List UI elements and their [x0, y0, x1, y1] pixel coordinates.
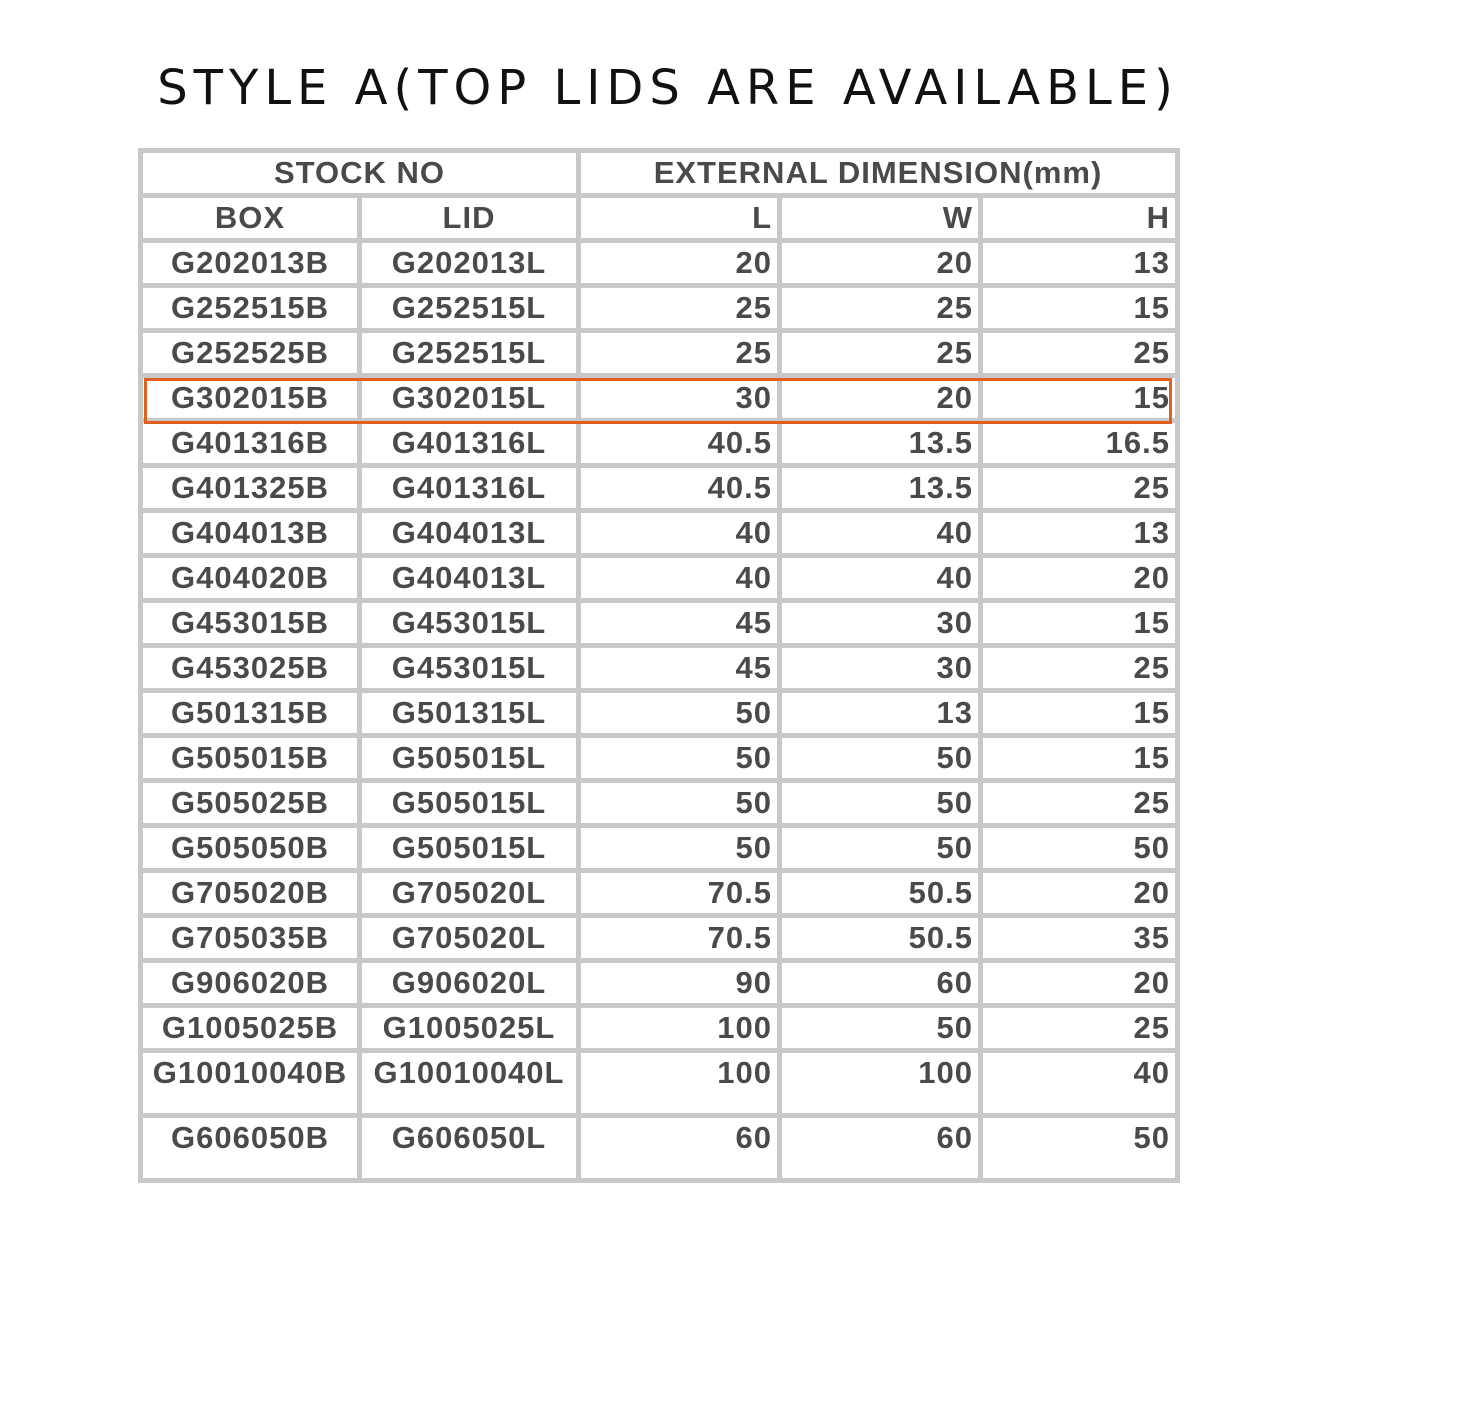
- width-cell: 40: [782, 558, 978, 598]
- width-cell: 40: [782, 513, 978, 553]
- box-cell: G606050B: [143, 1118, 357, 1178]
- height-cell: 15: [983, 288, 1175, 328]
- table-row: [143, 738, 1175, 778]
- height-cell: 25: [983, 468, 1175, 508]
- lid-cell: G705020L: [362, 918, 576, 958]
- table-body: [143, 243, 1175, 1178]
- box-cell: G252515B: [143, 288, 357, 328]
- group-header-row: [143, 153, 1175, 193]
- table-row: [143, 288, 1175, 328]
- box-cell: G453015B: [143, 603, 357, 643]
- lid-cell: G202013L: [362, 243, 576, 283]
- lid-cell: G401316L: [362, 423, 576, 463]
- length-cell: 100: [581, 1053, 777, 1113]
- lid-cell: G401316L: [362, 468, 576, 508]
- width-cell: 30: [782, 603, 978, 643]
- table-row: [143, 378, 1175, 418]
- height-cell: 25: [983, 783, 1175, 823]
- height-cell: 15: [983, 693, 1175, 733]
- height-cell: 35: [983, 918, 1175, 958]
- lid-cell: G404013L: [362, 513, 576, 553]
- box-cell: G453025B: [143, 648, 357, 688]
- height-cell: 25: [983, 333, 1175, 373]
- length-cell: 100: [581, 1008, 777, 1048]
- width-cell: 25: [782, 288, 978, 328]
- height-cell: 20: [983, 558, 1175, 598]
- height-cell: 50: [983, 1118, 1175, 1178]
- box-cell: G501315B: [143, 693, 357, 733]
- length-cell: 50: [581, 693, 777, 733]
- table-row: [143, 693, 1175, 733]
- box-cell: G401325B: [143, 468, 357, 508]
- box-cell: G252525B: [143, 333, 357, 373]
- length-cell: 20: [581, 243, 777, 283]
- table-row: [143, 1118, 1175, 1178]
- height-cell: 15: [983, 603, 1175, 643]
- width-cell: 50.5: [782, 873, 978, 913]
- lid-cell: G505015L: [362, 738, 576, 778]
- lid-cell: G1005025L: [362, 1008, 576, 1048]
- length-cell: 40: [581, 513, 777, 553]
- box-cell: G10010040B: [143, 1053, 357, 1113]
- box-cell: G906020B: [143, 963, 357, 1003]
- table-row: [143, 783, 1175, 823]
- width-cell: 30: [782, 648, 978, 688]
- external-dimension-header: EXTERNAL DIMENSION(mm): [581, 153, 1175, 193]
- width-cell: 13: [782, 693, 978, 733]
- length-cell: 50: [581, 738, 777, 778]
- width-cell: 100: [782, 1053, 978, 1113]
- box-cell: G505015B: [143, 738, 357, 778]
- lid-cell: G501315L: [362, 693, 576, 733]
- height-cell: 15: [983, 378, 1175, 418]
- height-cell: 50: [983, 828, 1175, 868]
- box-cell: G401316B: [143, 423, 357, 463]
- table-row: [143, 333, 1175, 373]
- column-header-row: [143, 198, 1175, 238]
- page-title: STYLE A(TOP LIDS ARE AVAILABLE): [157, 60, 1179, 116]
- length-cell: 60: [581, 1118, 777, 1178]
- box-cell: G404020B: [143, 558, 357, 598]
- stock-no-header: STOCK NO: [143, 153, 576, 193]
- width-cell: 50: [782, 783, 978, 823]
- table-row: [143, 468, 1175, 508]
- height-cell: 25: [983, 648, 1175, 688]
- height-cell: 40: [983, 1053, 1175, 1113]
- lid-cell: G705020L: [362, 873, 576, 913]
- spec-table: [138, 148, 1180, 1183]
- length-cell: 40.5: [581, 468, 777, 508]
- length-cell: 70.5: [581, 873, 777, 913]
- lid-cell: G453015L: [362, 648, 576, 688]
- table-row: [143, 873, 1175, 913]
- lid-cell: G404013L: [362, 558, 576, 598]
- length-cell: 50: [581, 783, 777, 823]
- box-cell: G505025B: [143, 783, 357, 823]
- box-cell: G505050B: [143, 828, 357, 868]
- width-cell: 13.5: [782, 423, 978, 463]
- lid-cell: G505015L: [362, 783, 576, 823]
- table-row: [143, 918, 1175, 958]
- lid-cell: G906020L: [362, 963, 576, 1003]
- table-row: [143, 243, 1175, 283]
- length-cell: 90: [581, 963, 777, 1003]
- height-cell: 16.5: [983, 423, 1175, 463]
- lid-cell: G505015L: [362, 828, 576, 868]
- table-row: [143, 558, 1175, 598]
- w-column-header: W: [782, 198, 978, 238]
- height-cell: 13: [983, 513, 1175, 553]
- length-cell: 45: [581, 603, 777, 643]
- width-cell: 20: [782, 243, 978, 283]
- width-cell: 50: [782, 828, 978, 868]
- table-row: [143, 513, 1175, 553]
- width-cell: 25: [782, 333, 978, 373]
- length-cell: 25: [581, 288, 777, 328]
- table-row: [143, 648, 1175, 688]
- l-column-header: L: [581, 198, 777, 238]
- box-column-header: BOX: [143, 198, 357, 238]
- table-row: [143, 828, 1175, 868]
- width-cell: 60: [782, 1118, 978, 1178]
- height-cell: 20: [983, 963, 1175, 1003]
- length-cell: 40.5: [581, 423, 777, 463]
- length-cell: 50: [581, 828, 777, 868]
- table-row: [143, 963, 1175, 1003]
- length-cell: 25: [581, 333, 777, 373]
- lid-cell: G252515L: [362, 288, 576, 328]
- lid-cell: G252515L: [362, 333, 576, 373]
- width-cell: 50.5: [782, 918, 978, 958]
- lid-cell: G10010040L: [362, 1053, 576, 1113]
- table-row: [143, 423, 1175, 463]
- height-cell: 13: [983, 243, 1175, 283]
- width-cell: 50: [782, 1008, 978, 1048]
- box-cell: G705020B: [143, 873, 357, 913]
- height-cell: 20: [983, 873, 1175, 913]
- width-cell: 50: [782, 738, 978, 778]
- box-cell: G302015B: [143, 378, 357, 418]
- box-cell: G202013B: [143, 243, 357, 283]
- lid-cell: G302015L: [362, 378, 576, 418]
- table-row: [143, 603, 1175, 643]
- table-row: [143, 1008, 1175, 1048]
- height-cell: 15: [983, 738, 1175, 778]
- length-cell: 45: [581, 648, 777, 688]
- width-cell: 20: [782, 378, 978, 418]
- height-cell: 25: [983, 1008, 1175, 1048]
- box-cell: G404013B: [143, 513, 357, 553]
- box-cell: G1005025B: [143, 1008, 357, 1048]
- h-column-header: H: [983, 198, 1175, 238]
- length-cell: 70.5: [581, 918, 777, 958]
- width-cell: 60: [782, 963, 978, 1003]
- lid-cell: G606050L: [362, 1118, 576, 1178]
- length-cell: 40: [581, 558, 777, 598]
- lid-column-header: LID: [362, 198, 576, 238]
- table-row: [143, 1053, 1175, 1113]
- width-cell: 13.5: [782, 468, 978, 508]
- length-cell: 30: [581, 378, 777, 418]
- box-cell: G705035B: [143, 918, 357, 958]
- lid-cell: G453015L: [362, 603, 576, 643]
